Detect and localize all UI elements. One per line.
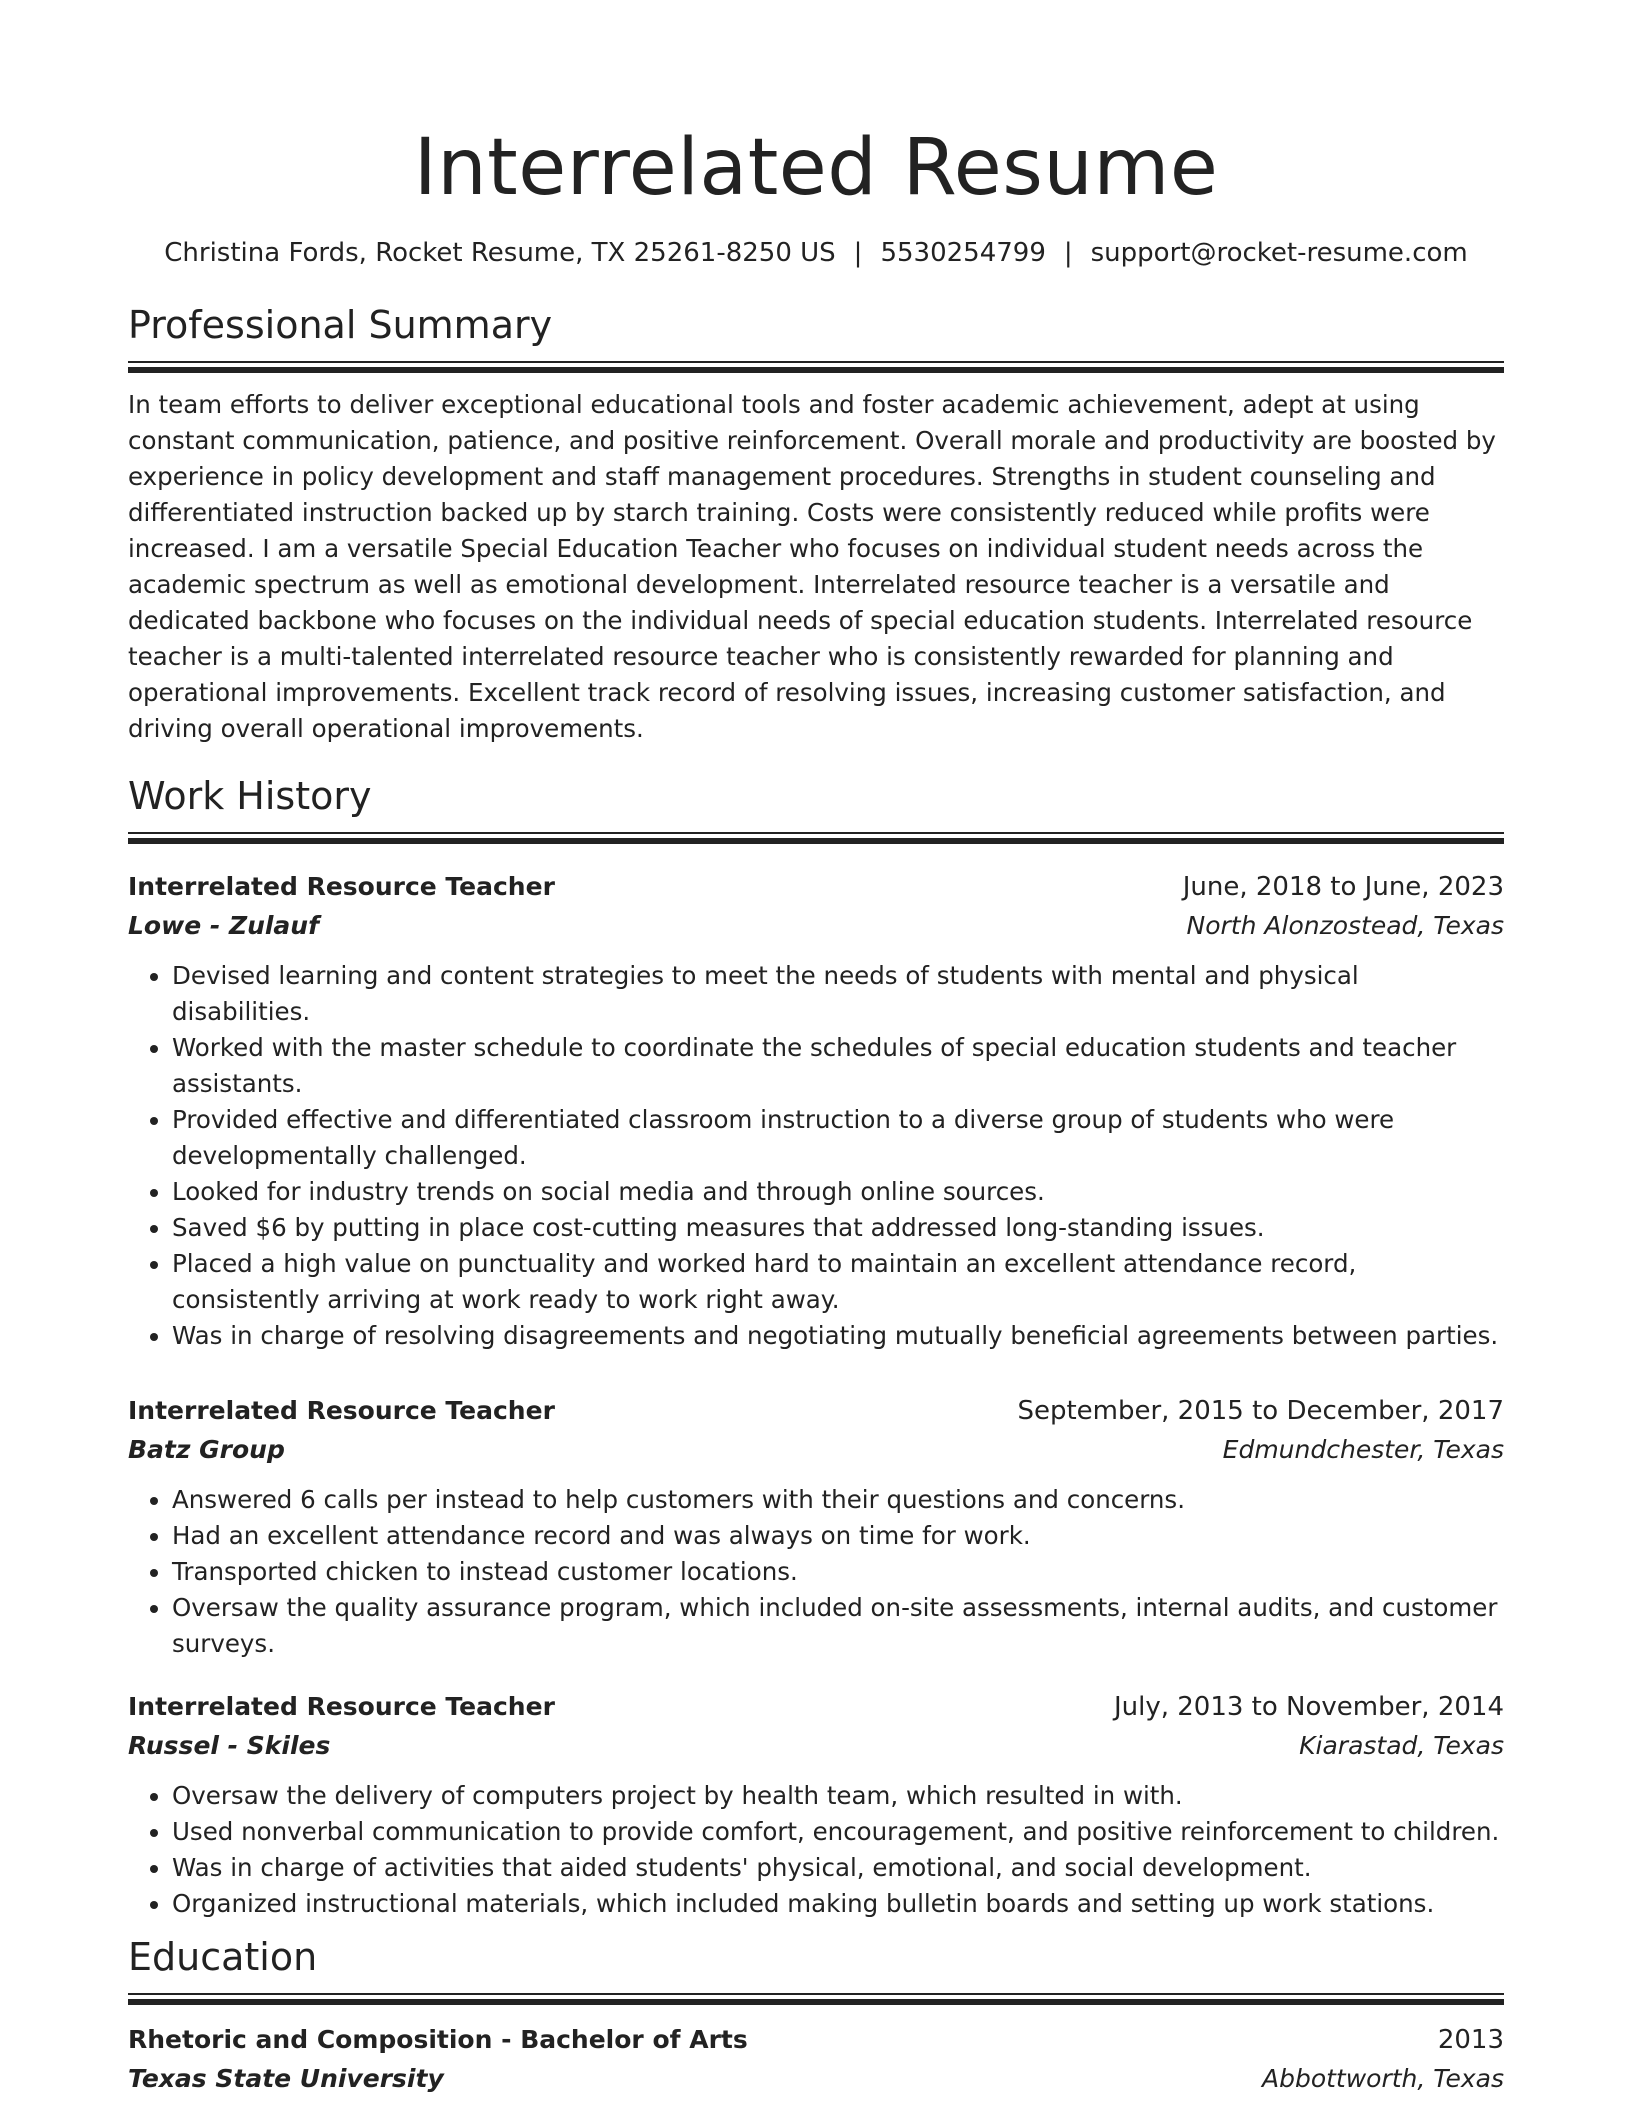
job-dates: July, 2013 to November, 2014 (1113, 1692, 1504, 1722)
job-bullet: • Worked with the master schedule to coordinate the schedules of special education students and teacher assistants. (172, 1030, 1504, 1102)
job-dates: June, 2018 to June, 2023 (1182, 872, 1504, 902)
job-bullet: • Was in charge of activities that aided students' physical, emotional, and social development. (172, 1850, 1504, 1886)
job-bullet: • Provided effective and differentiated classroom instruction to a diverse group of students who were developmentally challenged. (172, 1102, 1504, 1174)
contact-separator: | (1063, 238, 1073, 268)
job-bullet: • Used nonverbal communication to provide comfort, encouragement, and positive reinforcement to children. (172, 1814, 1504, 1850)
contact-address: Christina Fords, Rocket Resume, TX 25261-8250 US (164, 238, 836, 268)
contact-email: support@rocket-resume.com (1090, 238, 1468, 268)
job-dates: September, 2015 to December, 2017 (1017, 1396, 1504, 1426)
contact-phone: 5530254799 (880, 238, 1046, 268)
job-bullet: • Had an excellent attendance record and was always on time for work. (172, 1518, 1504, 1554)
summary-section (128, 300, 1504, 747)
job-company: Batz Group (128, 1435, 285, 1464)
job-bullets (128, 1778, 1504, 1922)
job-bullet: • Answered 6 calls per instead to help customers with their questions and concerns. (172, 1482, 1504, 1518)
summary-text: In team efforts to deliver exceptional educational tools and foster academic achievement, adept at using constant communication, patience, and positive reinforcement. Overall morale and productivity are boosted by experience in policy development and staff management procedures. Strengths in student counseling and differentiated instruction backed up by starch training. Costs were consistently reduced while profits were increased. I am a versatile Special Education Teacher who focuses on individual student needs across the academic spectrum as well as emotional development. Interrelated resource teacher is a versatile and dedicated backbone who focuses on the individual needs of special education students. Interrelated resource teacher is a multi-talented interrelated resource teacher who is consistently rewarded for planning and operational improvements. Excellent track record of resolving issues, increasing customer satisfaction, and driving overall operational improvements. (128, 390, 1496, 743)
job-bullet: • Was in charge of resolving disagreements and negotiating mutually beneficial agreements between parties. (172, 1318, 1504, 1354)
section-heading-summary: Professional Summary (128, 303, 553, 347)
job-bullet: • Organized instructional materials, which included making bulletin boards and setting up work stations. (172, 1886, 1504, 1922)
job-title: Interrelated Resource Teacher (128, 1692, 555, 1721)
job-title: Interrelated Resource Teacher (128, 1396, 555, 1425)
job-bullet: • Oversaw the delivery of computers project by health team, which resulted in with. (172, 1778, 1504, 1814)
education-year: 2013 (1437, 2025, 1504, 2055)
work-section (128, 771, 1504, 1922)
section-heading-education: Education (128, 1935, 318, 1979)
job-entry (128, 1688, 1504, 1922)
section-divider (128, 361, 1504, 371)
job-entry (128, 868, 1504, 1354)
job-bullet: • Oversaw the quality assurance program, which included on-site assessments, internal audits, and customer surveys. (172, 1590, 1504, 1662)
education-school: Texas State University (128, 2064, 444, 2093)
education-entry (128, 2021, 1504, 2099)
job-title: Interrelated Resource Teacher (128, 872, 555, 901)
job-bullet: • Transported chicken to instead customer locations. (172, 1554, 1504, 1590)
job-bullet: • Saved $6 by putting in place cost-cutting measures that addressed long-standing issues. (172, 1210, 1504, 1246)
job-bullet: • Devised learning and content strategies to meet the needs of students with mental and physical disabilities. (172, 958, 1504, 1030)
job-bullet: • Looked for industry trends on social media and through online sources. (172, 1174, 1504, 1210)
contact-line (128, 236, 1504, 270)
education-location: Abbottworth, Texas (1261, 2064, 1504, 2093)
job-bullets (128, 1482, 1504, 1662)
job-company: Lowe - Zulauf (128, 911, 319, 940)
job-location: Kiarastad, Texas (1299, 1731, 1504, 1760)
resume-title: Interrelated Resume (413, 123, 1219, 213)
job-location: North Alonzostead, Texas (1186, 911, 1504, 940)
contact-separator: | (853, 238, 863, 268)
section-heading-work: Work History (128, 774, 372, 818)
job-entry (128, 1392, 1504, 1662)
education-degree: Rhetoric and Composition - Bachelor of Arts (128, 2025, 748, 2054)
job-bullet: • Placed a high value on punctuality and worked hard to maintain an excellent attendance record, consistently arriving at work ready to work right away. (172, 1246, 1504, 1318)
job-location: Edmundchester, Texas (1222, 1435, 1504, 1464)
section-divider (128, 832, 1504, 842)
education-section (128, 1932, 1504, 2099)
job-company: Russel - Skiles (128, 1731, 331, 1760)
job-list (128, 868, 1504, 1922)
job-bullets (128, 958, 1504, 1354)
section-divider (128, 1993, 1504, 2003)
